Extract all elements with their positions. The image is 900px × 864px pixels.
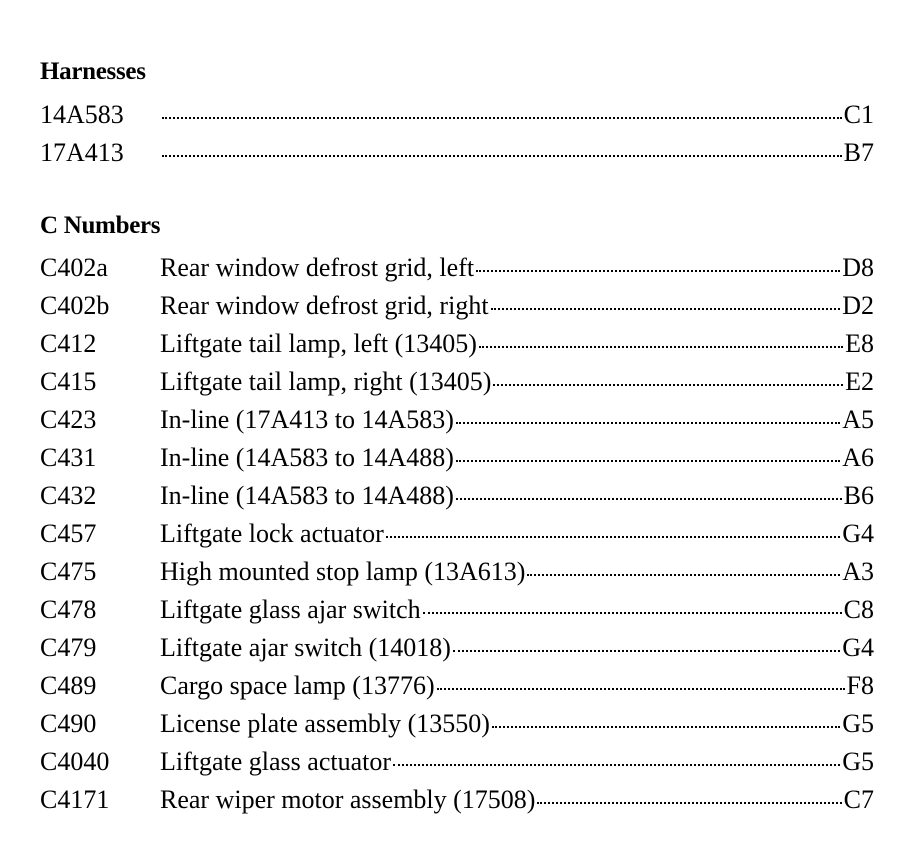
connector-row — [40, 439, 874, 477]
connector-code: C457 — [40, 519, 97, 548]
connector-row — [40, 705, 874, 743]
connector-code: C490 — [40, 709, 97, 738]
connector-description: Rear window defrost grid, right — [160, 291, 489, 320]
connector-description: Rear window defrost grid, left — [160, 253, 475, 282]
grid-location: B7 — [843, 138, 874, 167]
dot-leader — [537, 801, 841, 804]
c-numbers-heading: C Numbers — [40, 212, 161, 239]
connector-code: C489 — [40, 671, 97, 700]
connector-row — [40, 325, 874, 363]
connector-description: Liftgate lock actuator — [160, 519, 384, 548]
grid-location: G5 — [842, 747, 874, 776]
connector-code: C402a — [40, 253, 108, 282]
grid-location: E2 — [845, 367, 874, 396]
connector-description: Liftgate tail lamp, left (13405) — [160, 329, 477, 358]
connector-description: Cargo space lamp (13776) — [160, 671, 435, 700]
grid-location: D2 — [842, 291, 874, 320]
dot-leader — [437, 687, 845, 690]
connector-row — [40, 287, 874, 325]
dot-leader — [492, 725, 840, 728]
connector-code: C4171 — [40, 785, 110, 814]
connector-row — [40, 553, 874, 591]
grid-location: F8 — [846, 671, 874, 700]
connector-row — [40, 477, 874, 515]
connector-description: Liftgate ajar switch (14018) — [160, 633, 451, 662]
connector-code: C4040 — [40, 747, 110, 776]
grid-location: C1 — [843, 100, 874, 129]
dot-leader — [386, 535, 840, 538]
connector-description: In-line (14A583 to 14A488) — [160, 443, 454, 472]
dot-leader — [527, 573, 840, 576]
connector-code: C431 — [40, 443, 97, 472]
grid-location: C8 — [843, 595, 874, 624]
grid-location: G5 — [842, 709, 874, 738]
grid-location: E8 — [845, 329, 874, 358]
harnesses-heading: Harnesses — [40, 58, 146, 85]
connector-row — [40, 515, 874, 553]
dot-leader — [493, 383, 843, 386]
dot-leader — [476, 269, 840, 272]
connector-description: In-line (17A413 to 14A583) — [160, 405, 454, 434]
connector-row — [40, 401, 874, 439]
grid-location: G4 — [842, 519, 874, 548]
grid-location: D8 — [842, 253, 874, 282]
grid-location: B6 — [843, 481, 874, 510]
harness-row — [40, 134, 874, 172]
connector-description: High mounted stop lamp (13A613) — [160, 557, 526, 586]
dot-leader — [162, 154, 842, 157]
connector-description: Liftgate glass actuator — [160, 747, 392, 776]
dot-leader — [393, 763, 840, 766]
harness-row — [40, 96, 874, 134]
connector-row — [40, 629, 874, 667]
connector-code: C415 — [40, 367, 97, 396]
connector-row — [40, 781, 874, 819]
dot-leader — [456, 459, 840, 462]
grid-location: C7 — [843, 785, 874, 814]
connector-code: C432 — [40, 481, 97, 510]
connector-code: C402b — [40, 291, 110, 320]
connector-code: C412 — [40, 329, 97, 358]
grid-location: G4 — [842, 633, 874, 662]
connector-code: C479 — [40, 633, 97, 662]
connector-description: Rear wiper motor assembly (17508) — [160, 785, 536, 814]
grid-location: A5 — [842, 405, 874, 434]
dot-leader — [479, 345, 843, 348]
connector-description: In-line (14A583 to 14A488) — [160, 481, 454, 510]
dot-leader — [491, 307, 841, 310]
connector-row — [40, 591, 874, 629]
connector-row — [40, 363, 874, 401]
harness-code: 17A413 — [40, 138, 124, 167]
dot-leader — [456, 421, 840, 424]
dot-leader — [423, 611, 842, 614]
dot-leader — [162, 116, 842, 119]
connector-row — [40, 249, 874, 287]
dot-leader — [453, 649, 840, 652]
connector-row — [40, 667, 874, 705]
connector-description: Liftgate tail lamp, right (13405) — [160, 367, 492, 396]
connector-description: License plate assembly (13550) — [160, 709, 490, 738]
grid-location: A3 — [842, 557, 874, 586]
dot-leader — [456, 497, 842, 500]
connector-code: C475 — [40, 557, 97, 586]
connector-row — [40, 743, 874, 781]
grid-location: A6 — [842, 443, 874, 472]
harness-code: 14A583 — [40, 100, 124, 129]
connector-code: C423 — [40, 405, 97, 434]
connector-description: Liftgate glass ajar switch — [160, 595, 421, 624]
connector-code: C478 — [40, 595, 97, 624]
